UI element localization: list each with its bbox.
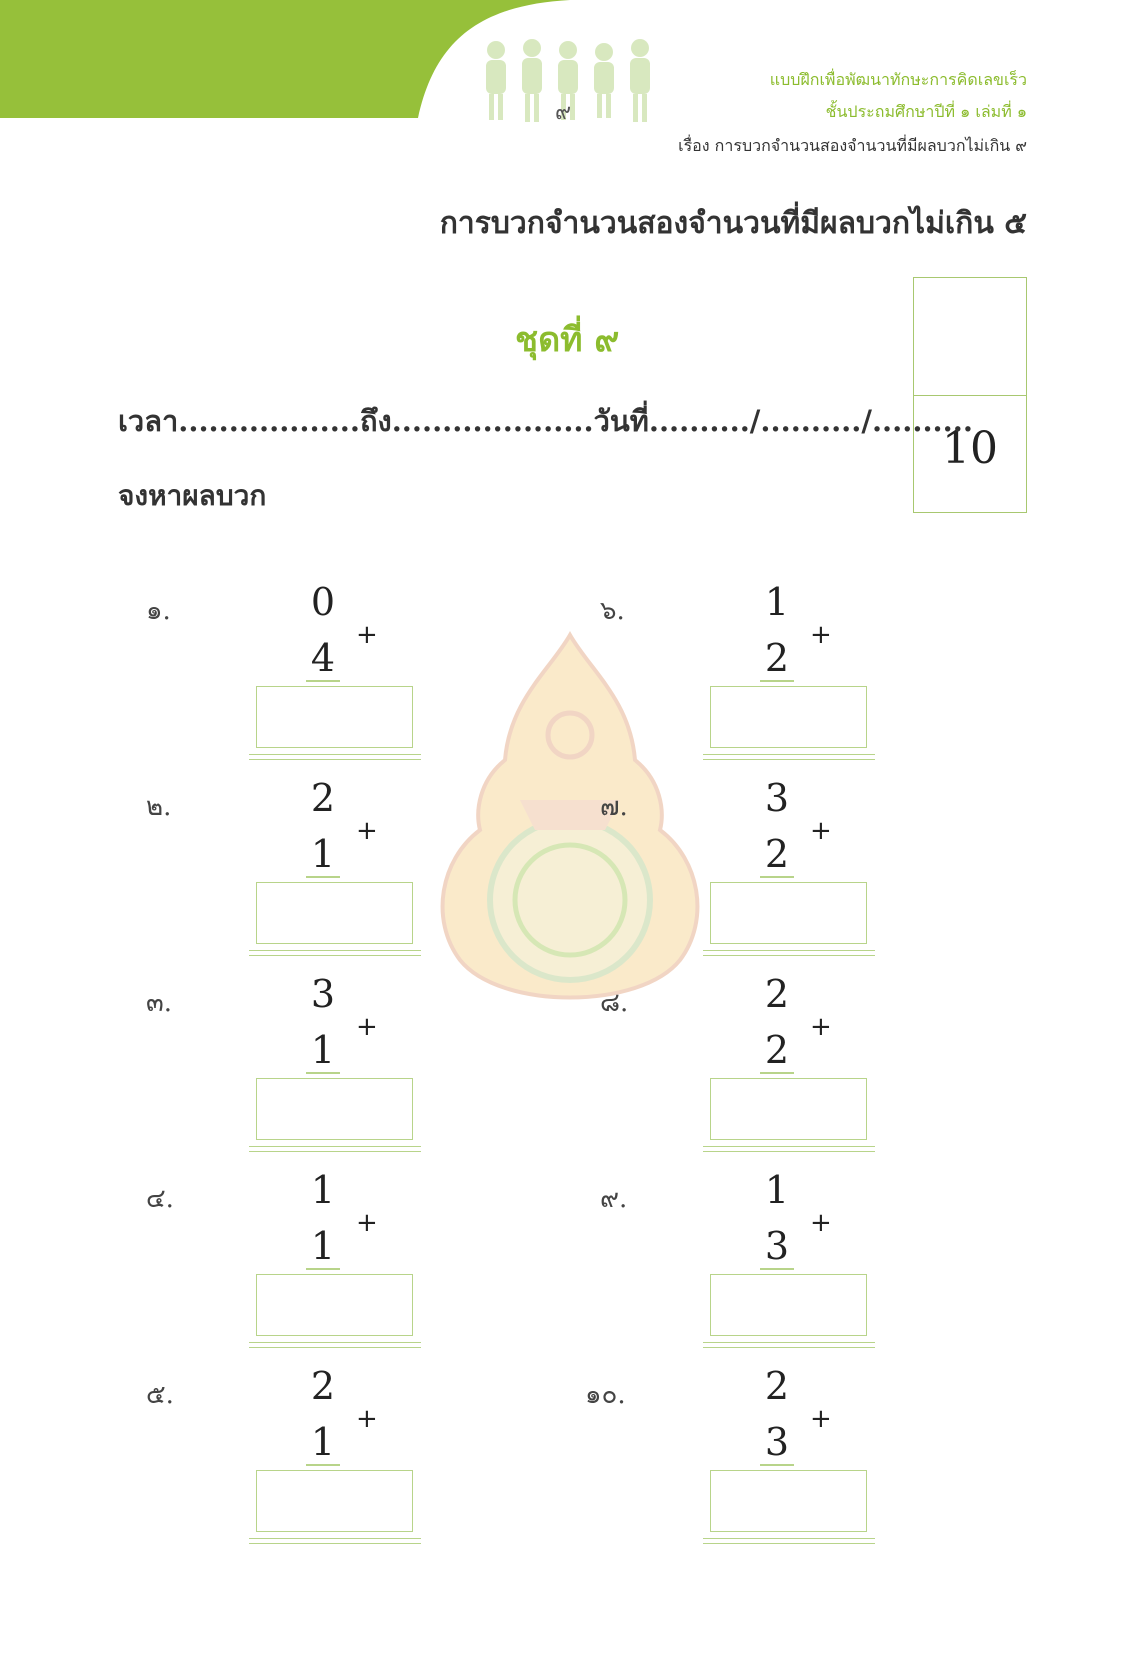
- answer-box[interactable]: [710, 1470, 867, 1532]
- problem-number: ๑๐.: [585, 1380, 626, 1410]
- score-total: 10: [942, 423, 998, 474]
- problem-number: ๑.: [146, 596, 171, 626]
- page-title: การบวกจำนวนสองจำนวนที่มีผลบวกไม่เกิน ๕: [439, 206, 1027, 241]
- double-underline: [249, 754, 421, 760]
- double-underline: [249, 1342, 421, 1348]
- double-underline: [703, 1538, 875, 1544]
- problem-5: [146, 1364, 446, 1549]
- addend-top: 3: [310, 972, 336, 1016]
- addend-top: 2: [310, 1364, 336, 1408]
- answer-box[interactable]: [710, 1078, 867, 1140]
- addend-top: 1: [764, 580, 790, 624]
- set-title: ชุดที่ ๙: [515, 320, 620, 360]
- plus-sign: +: [356, 1404, 378, 1434]
- addend-bottom: 1: [306, 832, 340, 878]
- double-underline: [249, 1146, 421, 1152]
- plus-sign: +: [356, 620, 378, 650]
- plus-sign: +: [810, 1012, 832, 1042]
- problem-number: ๙.: [600, 1184, 628, 1214]
- answer-box[interactable]: [256, 1274, 413, 1336]
- double-underline: [703, 950, 875, 956]
- double-underline: [249, 950, 421, 956]
- score-box: [913, 277, 1027, 513]
- problem-number: ๔.: [146, 1184, 174, 1214]
- addend-bottom: 4: [306, 636, 340, 682]
- problem-number: ๕.: [146, 1380, 174, 1410]
- addend-top: 2: [310, 776, 336, 820]
- problem-9: [600, 1168, 900, 1353]
- plus-sign: +: [810, 1208, 832, 1238]
- answer-box[interactable]: [710, 882, 867, 944]
- problem-number: ๗.: [600, 792, 628, 822]
- double-underline: [703, 754, 875, 760]
- addend-bottom: 1: [306, 1420, 340, 1466]
- answer-box[interactable]: [710, 1274, 867, 1336]
- plus-sign: +: [810, 816, 832, 846]
- double-underline: [703, 1146, 875, 1152]
- double-underline: [249, 1538, 421, 1544]
- problem-10: [585, 1364, 885, 1549]
- answer-box[interactable]: [256, 686, 413, 748]
- answer-box[interactable]: [710, 686, 867, 748]
- problem-number: ๘.: [600, 988, 629, 1018]
- addend-top: 3: [764, 776, 790, 820]
- plus-sign: +: [356, 1208, 378, 1238]
- plus-sign: +: [810, 620, 832, 650]
- addend-top: 0: [310, 580, 336, 624]
- page-number: ๙: [555, 100, 572, 125]
- problem-1: [146, 580, 446, 765]
- answer-box[interactable]: [256, 1470, 413, 1532]
- double-underline: [703, 1342, 875, 1348]
- addend-bottom: 3: [760, 1420, 794, 1466]
- addend-top: 1: [764, 1168, 790, 1212]
- problem-4: [146, 1168, 446, 1353]
- problem-number: ๓.: [146, 988, 173, 1018]
- answer-box[interactable]: [256, 882, 413, 944]
- grade-volume: ชั้นประถมศึกษาปีที่ ๑ เล่มที่ ๑: [825, 102, 1027, 121]
- instruction: จงหาผลบวก: [118, 479, 267, 512]
- plus-sign: +: [810, 1404, 832, 1434]
- addend-bottom: 1: [306, 1224, 340, 1270]
- problem-7: [600, 776, 900, 961]
- answer-box[interactable]: [256, 1078, 413, 1140]
- problem-6: [600, 580, 900, 765]
- book-title: แบบฝึกเพื่อพัฒนาทักษะการคิดเลขเร็ว: [769, 70, 1027, 89]
- problem-number: ๒.: [146, 792, 172, 822]
- plus-sign: +: [356, 816, 378, 846]
- time-date-line: เวลา..................ถึง....................วันที่........../........../..........: [118, 404, 973, 438]
- addend-top: 1: [310, 1168, 336, 1212]
- score-divider: [914, 395, 1026, 396]
- addend-bottom: 2: [760, 1028, 794, 1074]
- topic-line: เรื่อง การบวกจำนวนสองจำนวนที่มีผลบวกไม่เกิน ๙: [678, 136, 1027, 155]
- addend-bottom: 2: [760, 636, 794, 682]
- addend-bottom: 3: [760, 1224, 794, 1270]
- problem-3: [146, 972, 446, 1157]
- addend-bottom: 1: [306, 1028, 340, 1074]
- addend-top: 2: [764, 972, 790, 1016]
- problem-number: ๖.: [600, 596, 625, 626]
- addend-bottom: 2: [760, 832, 794, 878]
- addend-top: 2: [764, 1364, 790, 1408]
- problem-2: [146, 776, 446, 961]
- problem-8: [600, 972, 900, 1157]
- plus-sign: +: [356, 1012, 378, 1042]
